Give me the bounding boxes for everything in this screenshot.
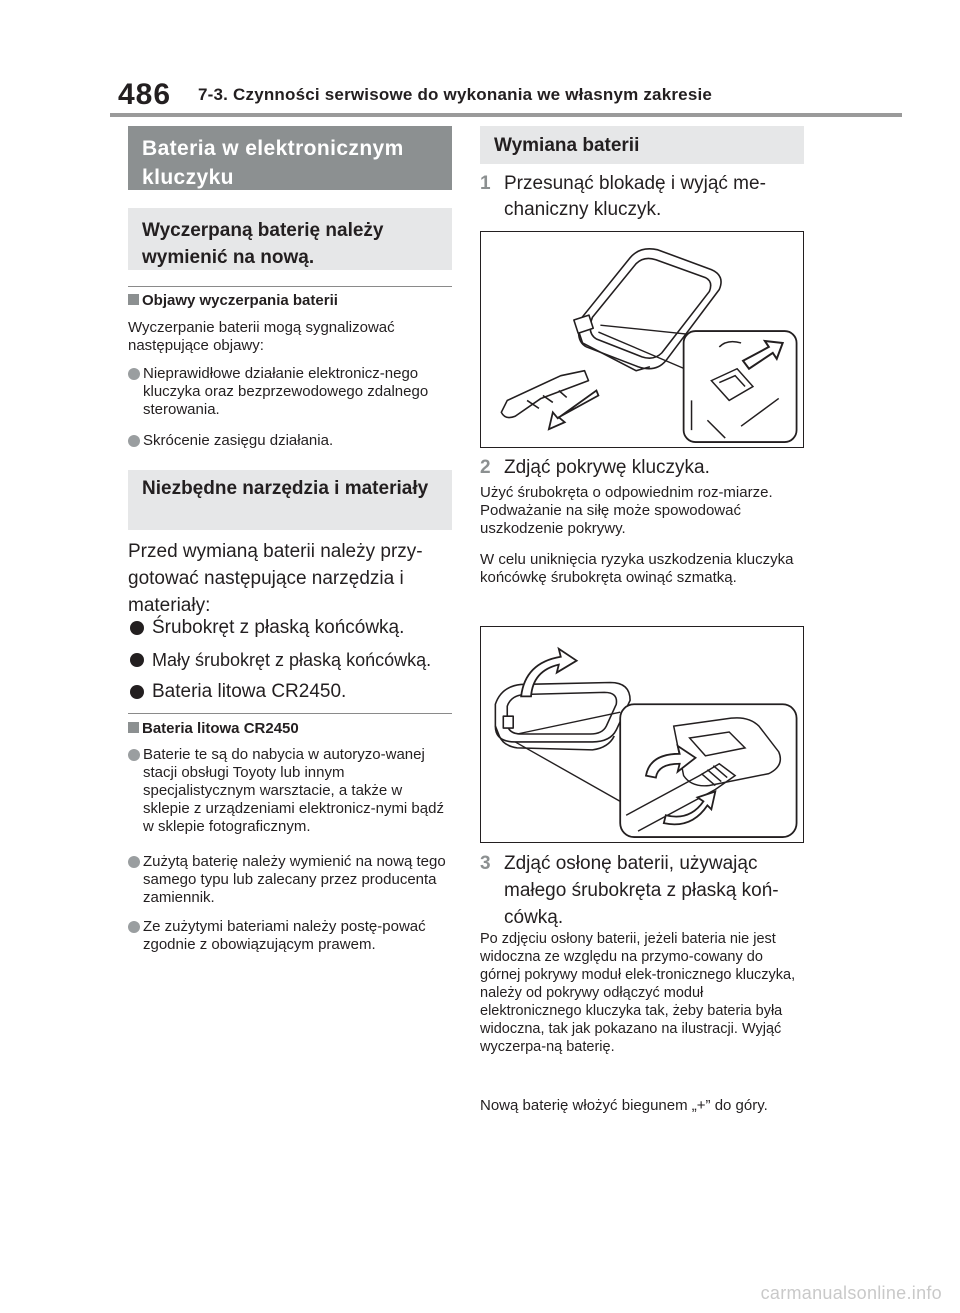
square-bullet-icon <box>128 722 139 733</box>
list-item: Nieprawidłowe działanie elektronicz-nego kluczyka oraz bezprzewodowego zdalnego sterowania. <box>128 365 452 419</box>
section-title: 7-3. Czynności serwisowe do wykonania we własnym zakresie <box>198 85 713 104</box>
list-item: Zużytą baterię należy wymienić na nową tego samego typu lub zalecany przez producenta zamiennik. <box>128 853 452 907</box>
bullet-icon <box>130 685 144 699</box>
step-number: 2 <box>480 457 491 478</box>
header-rule <box>110 113 902 117</box>
divider <box>128 286 452 287</box>
bullet-icon <box>128 435 140 447</box>
figure-remove-cover <box>480 626 804 843</box>
step-2-note: Użyć śrubokręta o odpowiednim roz-miarze. Podważanie na siłę może spowodować uszkodzenie pokrywy. <box>480 484 773 537</box>
step-number: 3 <box>480 853 491 874</box>
tools-intro: Przed wymianą baterii należy przy-gotować następujące narzędzia i materiały: <box>128 541 423 616</box>
step-2-note: W celu uniknięcia ryzyka uszkodzenia kluczyka końcówkę śrubokręta owinąć szmatką. <box>480 551 794 586</box>
page-number: 486 <box>118 78 172 111</box>
key-illustration-1 <box>481 232 803 447</box>
tools-heading: Niezbędne narzędzia i materiały <box>128 470 452 530</box>
divider <box>128 713 452 714</box>
list-item: Ze zużytymi bateriami należy postę-pować zgodnie z obowiązującym prawem. <box>128 918 452 954</box>
step-3-note: Nową baterię włożyć biegunem „+” do góry. <box>480 1097 768 1114</box>
intro-box: Wyczerpaną baterię należy wymienić na nową. <box>128 208 452 270</box>
step-3: 3 Zdjąć osłonę baterii, używając małego śrubokręta z płaską koń-cówką. <box>480 850 804 931</box>
step-number: 1 <box>480 173 491 194</box>
list-item: Śrubokręt z płaską końcówką. <box>128 616 452 640</box>
bullet-icon <box>128 749 140 761</box>
figure-remove-mechanical-key <box>480 231 804 448</box>
watermark: carmanualsonline.info <box>760 1283 942 1303</box>
replacement-heading: Wymiana baterii <box>480 126 804 164</box>
bullet-icon <box>128 921 140 933</box>
battery-note-title: Bateria litowa CR2450 <box>128 720 299 737</box>
bullet-icon <box>128 368 140 380</box>
list-item: Mały śrubokręt z płaską końcówką. <box>128 648 452 672</box>
list-item: Bateria litowa CR2450. <box>128 680 452 704</box>
step-3-note: Po zdjęciu osłony baterii, jeżeli bateria nie jest widoczna ze względu na przymo-cowany do górnej pokrywy moduł elek-tronicznego kluczyka, należy od pokrywy odłączyć moduł elektronicznego kluczyka tak, żeby bateria była widoczna, tak jak pokazano na ilustracji. Wyjąć wyczerpa-ną baterię. <box>480 931 796 1055</box>
step-1: 1 Przesunąć blokadę i wyjąć me-chaniczny kluczyk. <box>480 173 766 220</box>
square-bullet-icon <box>128 294 139 305</box>
key-illustration-2 <box>481 627 803 842</box>
bullet-icon <box>130 621 144 635</box>
symptoms-title: Objawy wyczerpania baterii <box>128 292 338 309</box>
symptoms-text: Wyczerpanie baterii mogą sygnalizować następujące objawy: <box>128 319 395 354</box>
list-item: Baterie te są do nabycia w autoryzo-wanej stacji obsługi Toyoty lub innym specjalistycznym warsztacie, a także w sklepie z urządzeniami elektronicz-nymi bądź w sklepie fotograficznym. <box>128 746 452 836</box>
bullet-icon <box>128 856 140 868</box>
step-2: 2 Zdjąć pokrywę kluczyka. <box>480 455 804 481</box>
list-item: Skrócenie zasięgu działania. <box>128 432 452 450</box>
main-heading: Bateria w elektronicznym kluczyku <box>128 126 452 190</box>
bullet-icon <box>130 653 144 667</box>
